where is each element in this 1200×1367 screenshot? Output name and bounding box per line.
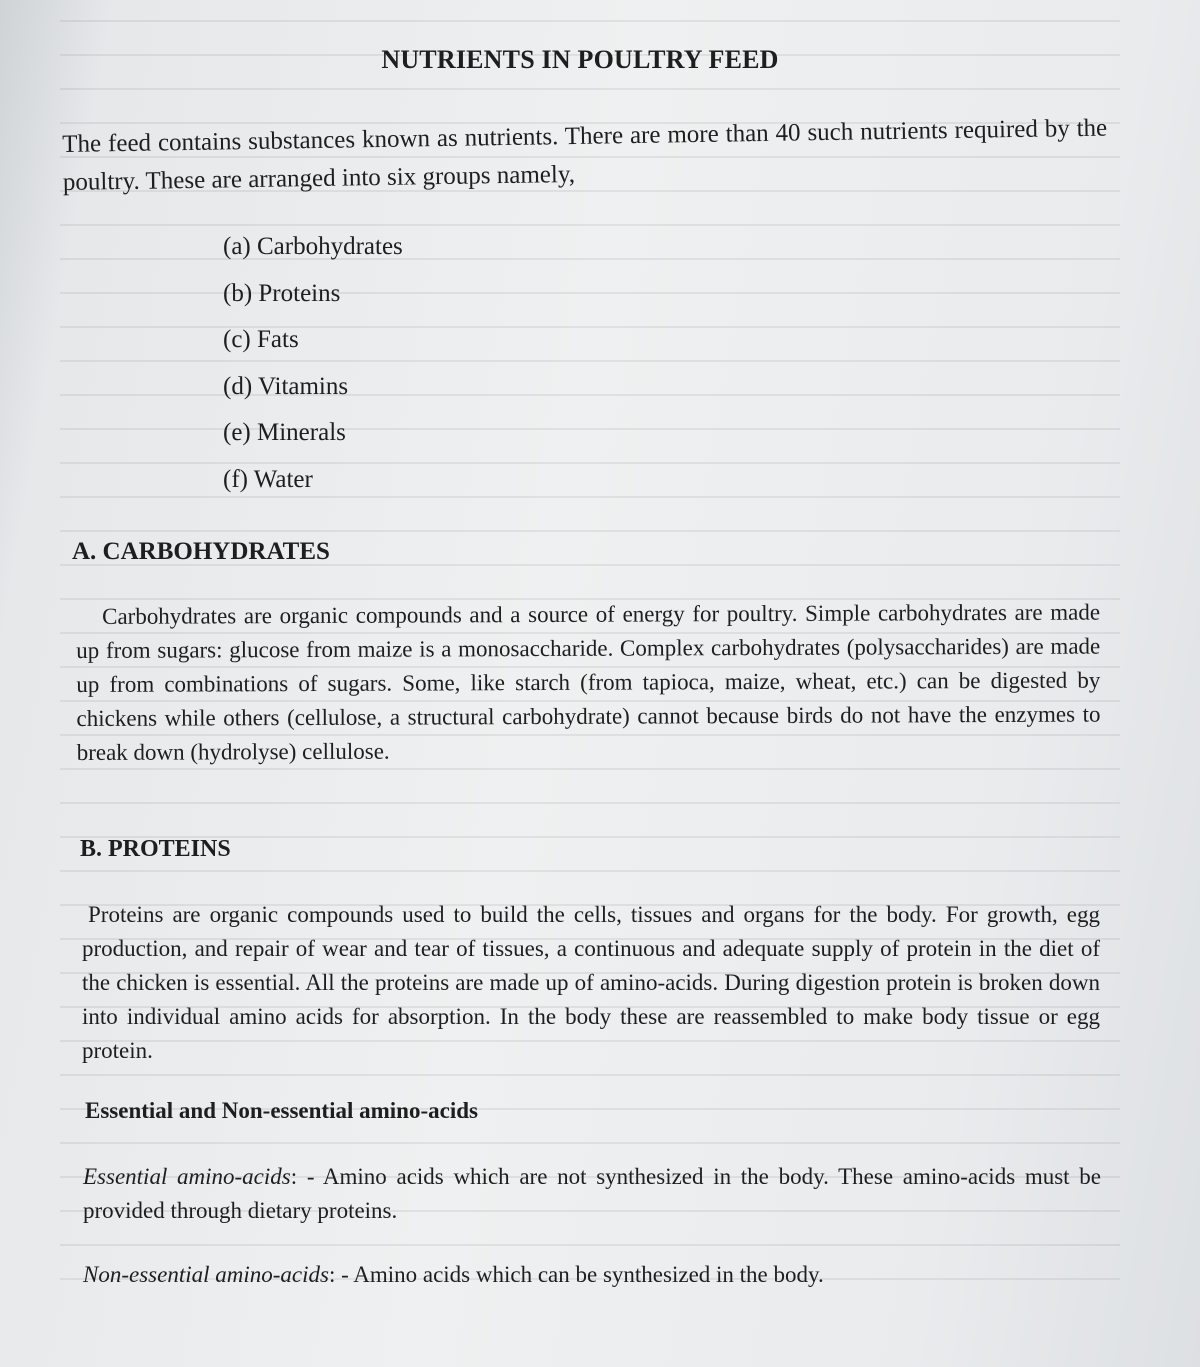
subheading-amino-acids: Essential and Non-essential amino-acids — [85, 1098, 478, 1123]
proteins-paragraph: Proteins are organic compounds used to build the cells, tissues and organs for the body. For growth, egg production, and repair of wear and tear of tissues, a continuous and adequate supply of protein in the diet of the chicken is essential. All the proteins are made up of amino-acids. During digestion protein is broken down into individual amino acids for absorption. In the body these are reassembled to make body tissue or egg protein. — [82, 902, 1100, 1063]
list-item: (f) Water — [223, 465, 313, 493]
section-heading-carbohydrates: A. CARBOHYDRATES — [72, 538, 330, 565]
list-item: (e) Minerals — [223, 419, 346, 446]
carbohydrates-paragraph: Carbohydrates are organic compounds and a source of energy for poultry. Simple carbohydrates are made up from sugars: glucose from maize is a monosaccharide. Complex carbohydrates (polysaccharides) are made up from combinations of sugars. Some, like starch (from tapioca, maize, wheat, etc.) can be digested by chickens while others (cellulose, a structural carbohydrate) cannot because birds do not have the enzymes to break down (hydrolyse) cellulose. — [76, 599, 1101, 765]
nonessential-amino-acids-term: Non-essential amino-acids — [83, 1262, 329, 1287]
essential-amino-acids-definition — [83, 1160, 1101, 1228]
page-title: NUTRIENTS IN POULTRY FEED — [381, 45, 779, 74]
nutrient-groups-list — [223, 232, 403, 511]
list-item: (c) Fats — [223, 326, 299, 353]
section-heading-proteins: B. PROTEINS — [80, 836, 231, 862]
essential-amino-acids-text: : - Amino acids which are not synthesized in the body. These amino-acids must be provided through dietary proteins. — [83, 1164, 1101, 1223]
list-item: (d) Vitamins — [223, 372, 349, 400]
nonessential-amino-acids-text: : - Amino acids which can be synthesized in the body. — [328, 1262, 824, 1287]
nonessential-amino-acids-definition — [83, 1258, 1101, 1292]
list-item: (b) Proteins — [223, 279, 341, 307]
essential-amino-acids-term: Essential amino-acids — [83, 1164, 291, 1189]
list-item: (a) Carbohydrates — [223, 233, 403, 260]
intro-paragraph: The feed contains substances known as nutrients. There are more than 40 such nutrients required by the poultry. These are arranged into six groups namely, — [62, 114, 1108, 196]
